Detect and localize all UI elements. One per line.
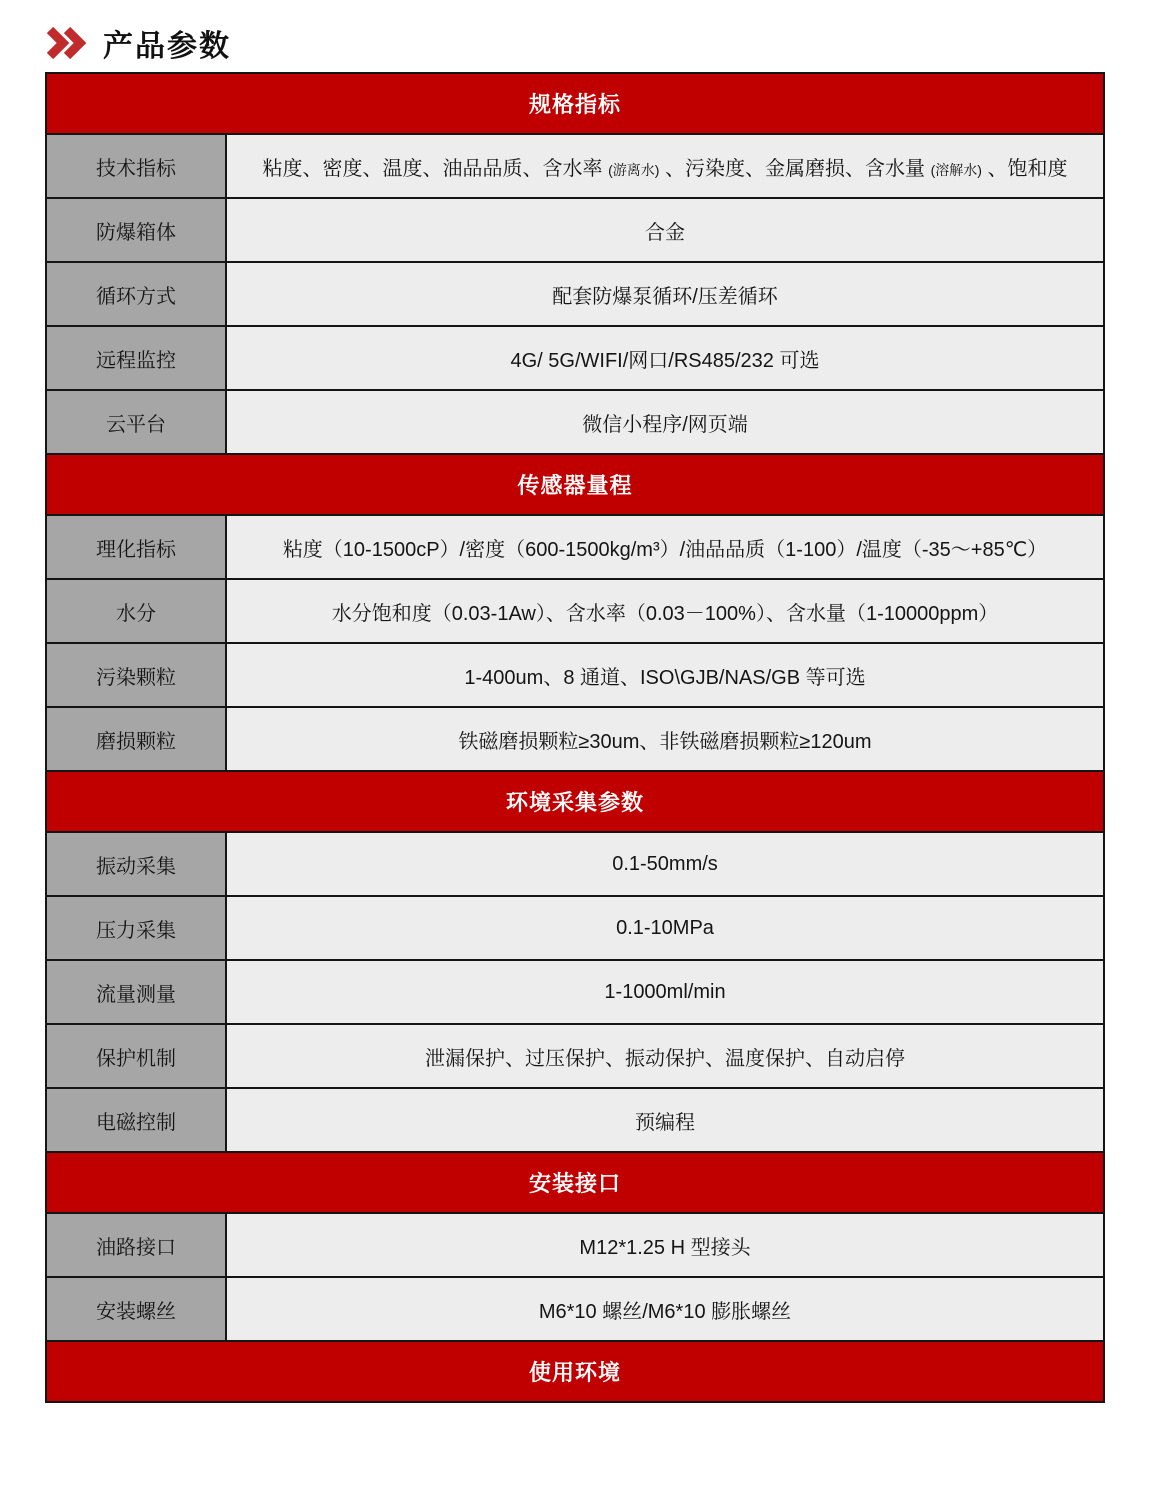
row-value: 铁磁磨损颗粒≥30um、非铁磁磨损颗粒≥120um [226,707,1104,771]
table-row [46,390,1104,454]
table-row [46,643,1104,707]
table-row [46,896,1104,960]
row-value-segment: 、污染度、金属磨损、含水量 [659,157,931,180]
row-label: 理化指标 [46,515,226,579]
row-value [226,134,1104,198]
spec-table [45,72,1105,1403]
table-row [46,832,1104,896]
row-value: 1-400um、8 通道、ISO\GJB/NAS/GB 等可选 [226,643,1104,707]
table-row [46,326,1104,390]
row-label: 振动采集 [46,832,226,896]
table-row [46,262,1104,326]
row-value-segment-small: (游离水) [608,161,660,178]
row-label: 云平台 [46,390,226,454]
page-header [0,0,1149,72]
section-header: 安装接口 [46,1152,1104,1213]
row-value-segment-small: (溶解水) [930,161,982,178]
table-row [46,707,1104,771]
row-value: 1-1000ml/min [226,960,1104,1024]
row-value: 4G/ 5G/WIFI/网口/RS485/232 可选 [226,326,1104,390]
row-label: 水分 [46,579,226,643]
row-label: 防爆箱体 [46,198,226,262]
row-value-segment: 、饱和度 [981,157,1068,180]
row-value: 0.1-10MPa [226,896,1104,960]
row-label: 油路接口 [46,1213,226,1277]
row-value: 配套防爆泵循环/压差循环 [226,262,1104,326]
row-value-segment: 粘度、密度、温度、油品品质、含水率 [262,157,609,180]
double-chevron-right-icon [45,25,87,61]
section-header-row [46,1341,1104,1402]
row-value: 合金 [226,198,1104,262]
row-label: 磨损颗粒 [46,707,226,771]
row-value: 微信小程序/网页端 [226,390,1104,454]
row-label: 保护机制 [46,1024,226,1088]
row-label: 压力采集 [46,896,226,960]
row-value: M12*1.25 H 型接头 [226,1213,1104,1277]
row-value: 泄漏保护、过压保护、振动保护、温度保护、自动启停 [226,1024,1104,1088]
row-label: 技术指标 [46,134,226,198]
row-value: M6*10 螺丝/M6*10 膨胀螺丝 [226,1277,1104,1341]
table-row [46,579,1104,643]
row-label: 循环方式 [46,262,226,326]
section-header: 环境采集参数 [46,771,1104,832]
table-row [46,515,1104,579]
section-header-row [46,454,1104,515]
row-value: 水分饱和度（0.03-1Aw）、含水率（0.03－100%）、含水量（1-10000ppm） [226,579,1104,643]
row-label: 安装螺丝 [46,1277,226,1341]
row-label: 污染颗粒 [46,643,226,707]
table-row [46,1277,1104,1341]
table-row [46,134,1104,198]
row-label: 流量测量 [46,960,226,1024]
section-header: 使用环境 [46,1341,1104,1402]
table-row [46,960,1104,1024]
section-header: 传感器量程 [46,454,1104,515]
row-value: 粘度（10-1500cP）/密度（600-1500kg/m³）/油品品质（1-100）/温度（-35～+85℃） [226,515,1104,579]
table-row [46,1213,1104,1277]
table-row [46,1088,1104,1152]
section-header: 规格指标 [46,73,1104,134]
section-header-row [46,1152,1104,1213]
table-row [46,1024,1104,1088]
row-value: 0.1-50mm/s [226,832,1104,896]
table-row [46,198,1104,262]
row-label: 电磁控制 [46,1088,226,1152]
page-title: 产品参数 [103,30,231,63]
row-value: 预编程 [226,1088,1104,1152]
section-header-row [46,771,1104,832]
row-label: 远程监控 [46,326,226,390]
section-header-row [46,73,1104,134]
